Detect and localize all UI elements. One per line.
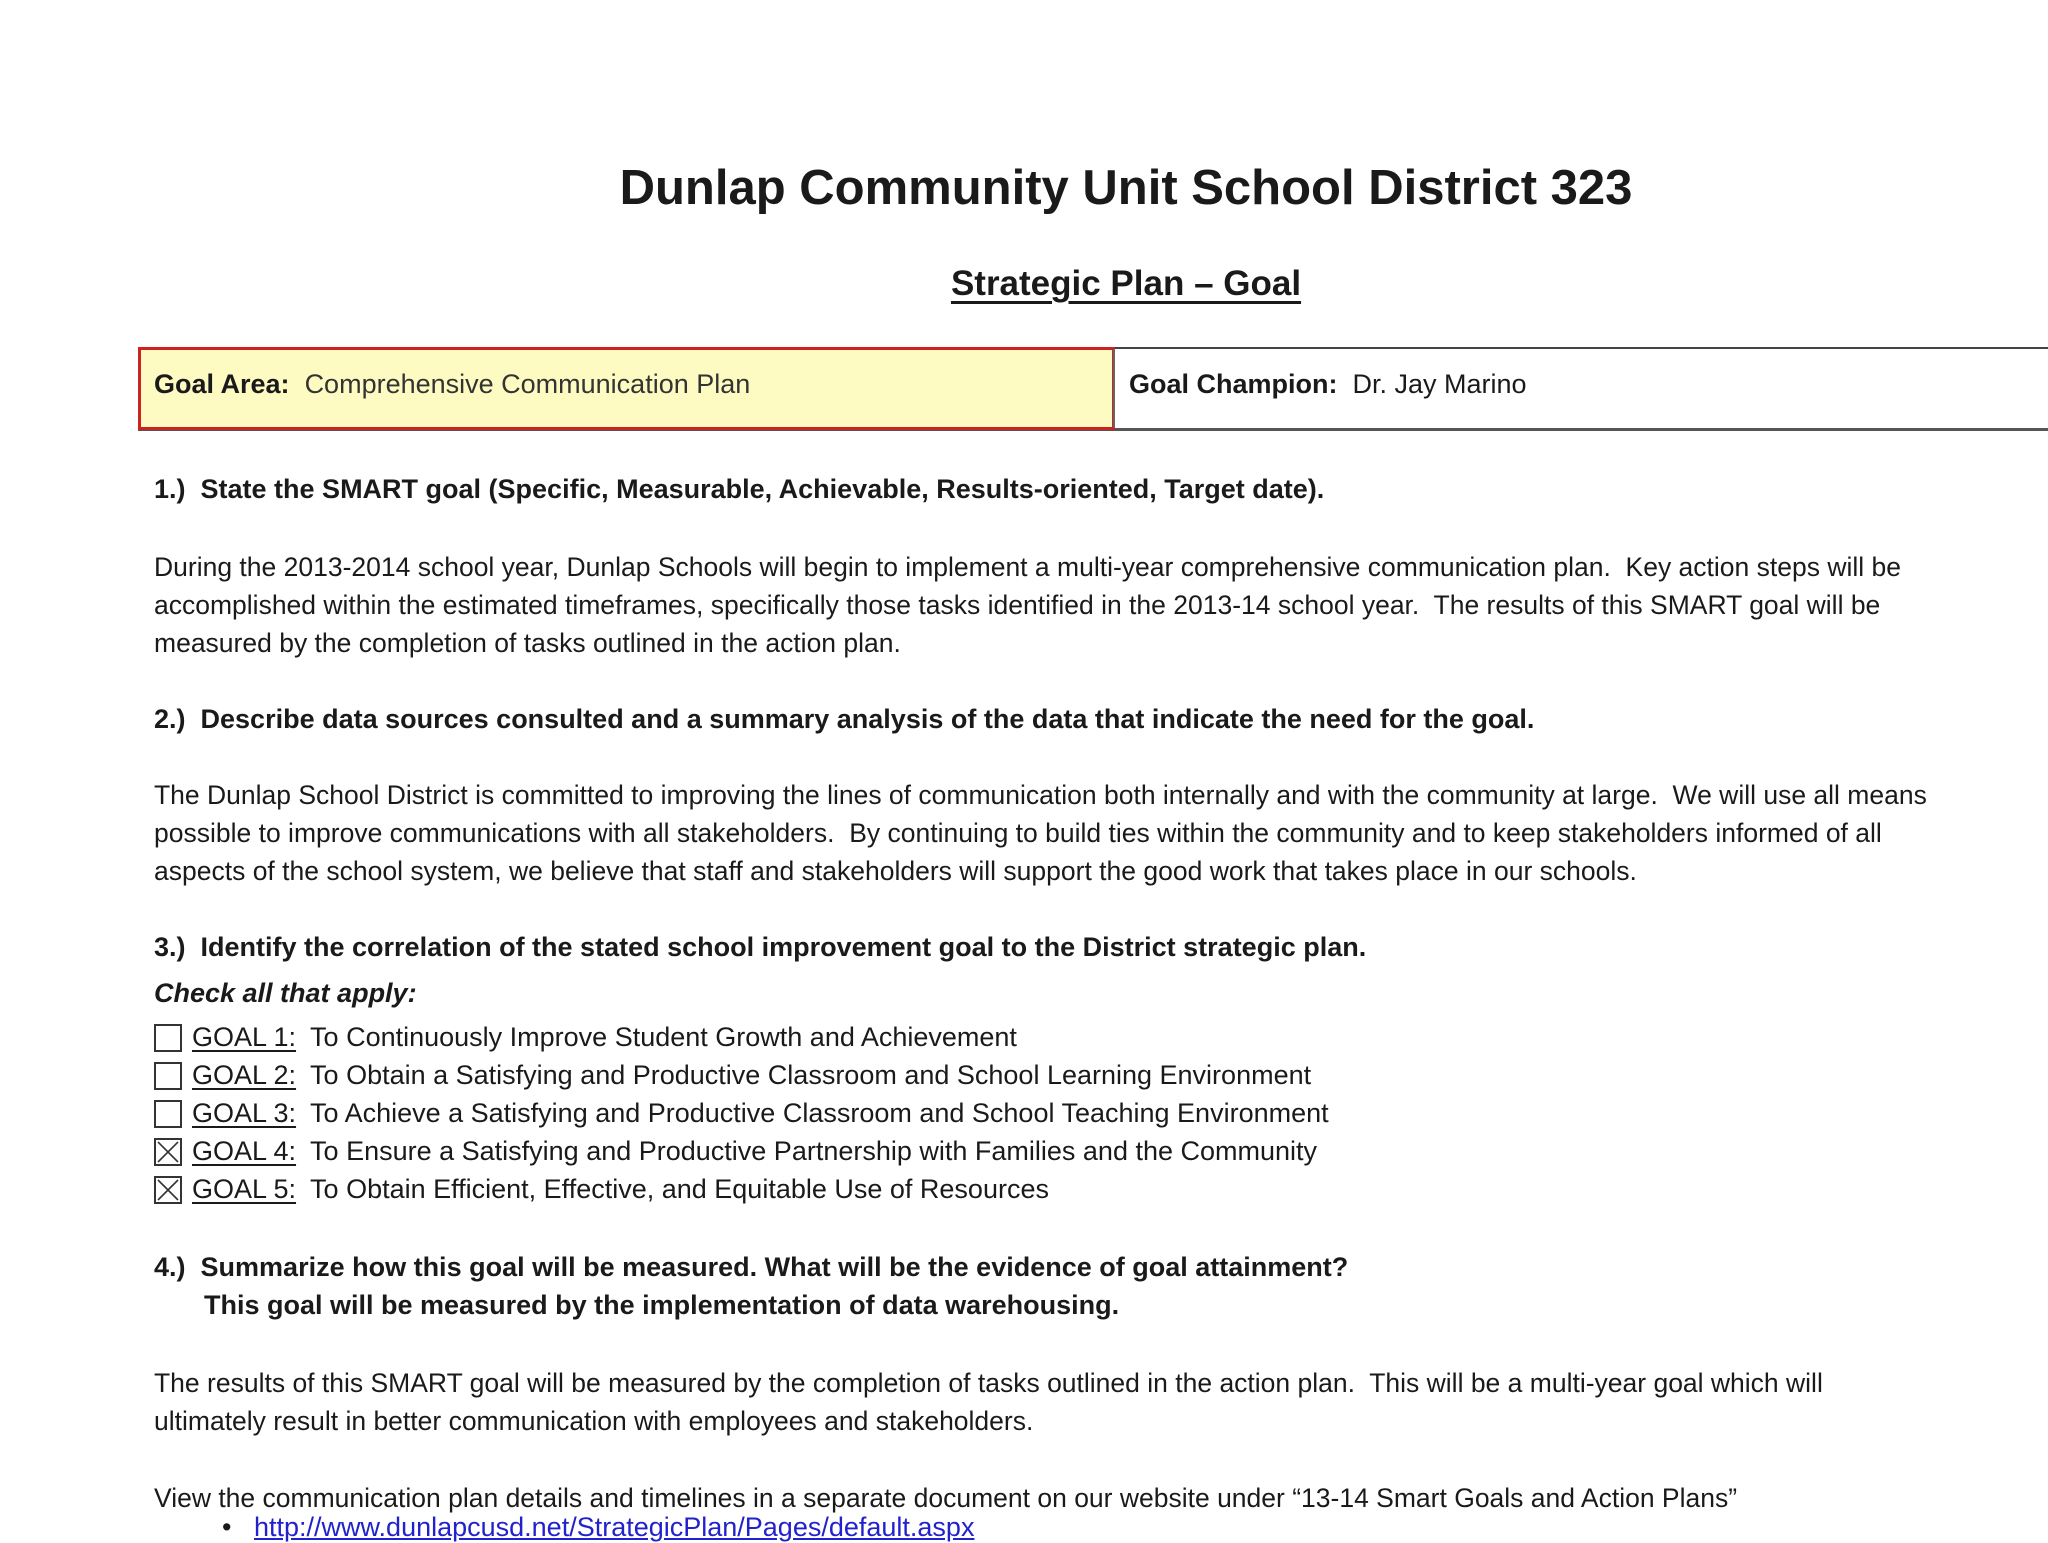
question-1 [154,474,1324,505]
goal-2-checkbox[interactable] [154,1062,182,1090]
goal-4-checkbox[interactable] [154,1138,182,1166]
question-4-answer: The results of this SMART goal will be measured by the completion of tasks outlined in the action plan. This will be a multi-year goal which will ultimately result in better communication with employees and stakeholders. [154,1368,1823,1436]
question-3-number: 3.) [154,932,186,962]
question-4-subprompt: This goal will be measured by the implementation of data warehousing. [204,1290,1120,1320]
question-3-prompt: Identify the correlation of the stated school improvement goal to the District strategic plan. [200,932,1367,962]
goal-area-cell[interactable] [140,349,1113,428]
goal-4-label: GOAL 4: [192,1136,297,1166]
goal-1-checkbox[interactable] [154,1024,182,1052]
goal-3-label: GOAL 3: [192,1098,297,1128]
goal-area-value: Comprehensive Communication Plan [304,369,751,399]
goal-2-text: To Obtain a Satisfying and Productive Classroom and School Learning Environment [310,1060,1312,1090]
bullet: • [222,1512,232,1542]
question-2 [154,704,1534,735]
checkbox-x-icon [156,1140,180,1164]
goal-checkbox-row [154,1098,1329,1136]
goal-checkbox-row [154,1136,1317,1174]
goal-checkbox-row [154,1174,1049,1212]
goal-1-text: To Continuously Improve Student Growth and Achievement [310,1022,1017,1052]
goal-1-label: GOAL 1: [192,1022,297,1052]
goal-header-table [138,347,2048,431]
document-title: Dunlap Community Unit School District 323 [619,161,1633,215]
goal-3-checkbox[interactable] [154,1100,182,1128]
website-link[interactable]: http://www.dunlapcusd.net/StrategicPlan/Pages/default.aspx [254,1512,975,1542]
check-all-instruction: Check all that apply: [154,978,417,1008]
question-4-prompt: Summarize how this goal will be measured. What will be the evidence of goal attainment? [200,1252,1349,1282]
question-2-prompt: Describe data sources consulted and a summary analysis of the data that indicate the need for the goal. [200,704,1535,734]
goal-champion-value: Dr. Jay Marino [1352,369,1527,399]
goal-5-checkbox[interactable] [154,1176,182,1204]
checkbox-x-icon [156,1178,180,1202]
question-1-number: 1.) [154,474,186,504]
goal-area-label: Goal Area: [154,369,290,399]
question-1-answer: During the 2013-2014 school year, Dunlap Schools will begin to implement a multi-year comprehensive communication plan. Key action steps will be accomplished within the estimated timeframes, specifically those tasks identified in the 2013-14 school year. The results of this SMART goal will be measured by the completion of tasks outlined in the action plan. [154,552,1901,658]
question-2-answer: The Dunlap School District is committed to improving the lines of communication both internally and with the community at large. We will use all means possible to improve communications with all stakeholders. By continuing to build ties within the community and to keep stakeholders informed of all aspects of the school system, we believe that staff and stakeholders will support the good work that takes place in our schools. [154,780,1927,886]
document-subtitle: Strategic Plan – Goal [950,264,1302,303]
view-plan-text: View the communication plan details and timelines in a separate document on our website under “13-14 Smart Goals and Action Plans” [154,1483,1738,1513]
goal-checkbox-row [154,1060,1311,1098]
question-2-number: 2.) [154,704,186,734]
goal-area-text [154,369,750,400]
goal-champion-cell [1113,349,2048,428]
goal-4-text: To Ensure a Satisfying and Productive Partnership with Families and the Community [310,1136,1318,1166]
question-3 [154,932,1366,963]
goal-2-label: GOAL 2: [192,1060,297,1090]
question-4-number: 4.) [154,1252,186,1282]
goal-checkbox-row [154,1022,1017,1060]
goal-5-label: GOAL 5: [192,1174,297,1204]
question-1-prompt: State the SMART goal (Specific, Measurable, Achievable, Results-oriented, Target date). [200,474,1325,504]
question-4 [154,1252,1348,1283]
goal-champion-label: Goal Champion: [1129,369,1338,399]
goal-3-text: To Achieve a Satisfying and Productive Classroom and School Teaching Environment [310,1098,1329,1128]
goal-champion-text [1129,369,1527,400]
goal-5-text: To Obtain Efficient, Effective, and Equitable Use of Resources [310,1174,1049,1204]
